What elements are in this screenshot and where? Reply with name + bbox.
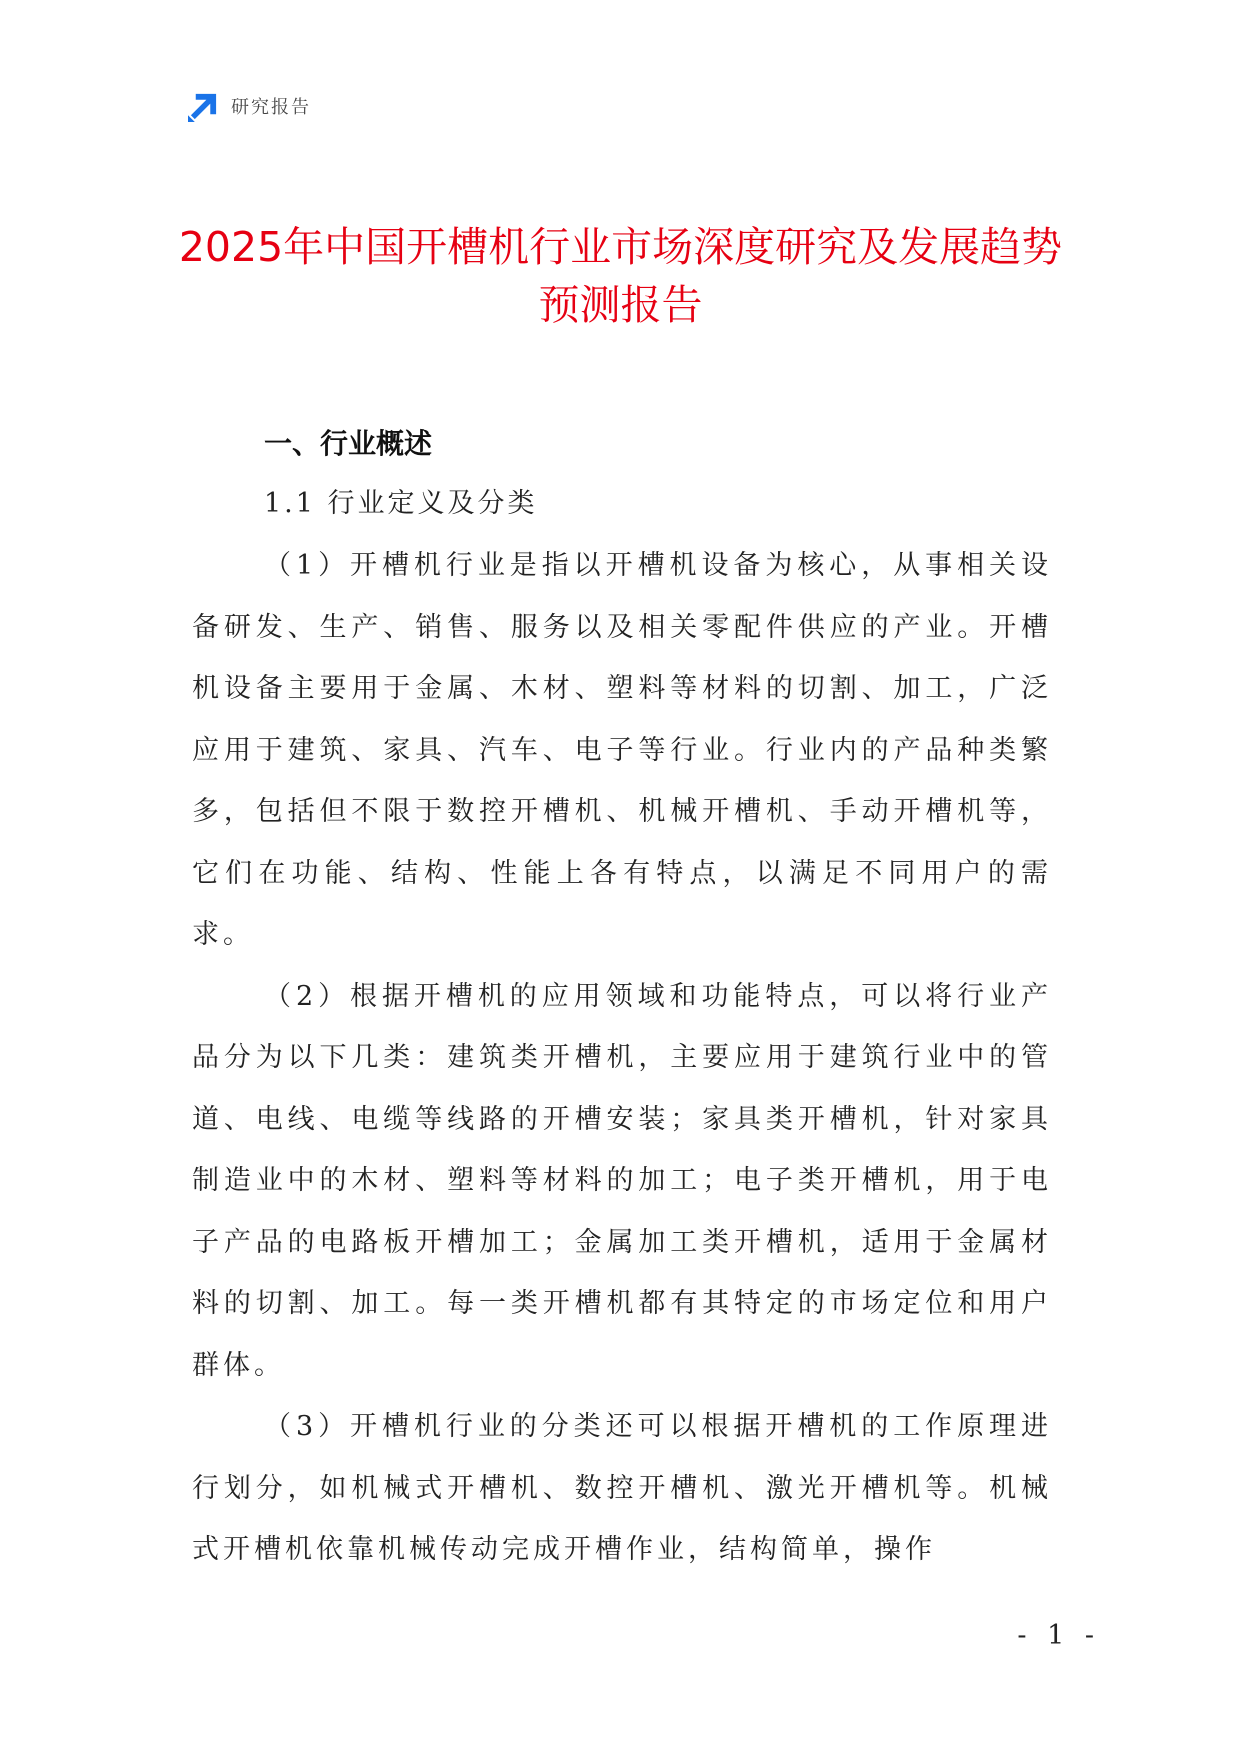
- paragraph-1: （1）开槽机行业是指以开槽机设备为核心，从事相关设备研发、生产、销售、服务以及相关零配件供应的产业。开槽机设备主要用于金属、木材、塑料等材料的切割、加工，广泛应用于建筑、家具、汽车、电子等行业。行业内的产品种类繁多，包括但不限于数控开槽机、机械开槽机、手动开槽机等，它们在功能、结构、性能上各有特点，以满足不同用户的需求。: [192, 550, 1052, 950]
- arrow-up-right-icon: [188, 91, 219, 122]
- report-header: [188, 90, 311, 122]
- page-number: - 1 -: [1017, 1620, 1100, 1651]
- paragraph-2: （2）根据开槽机的应用领域和功能特点，可以将行业产品分为以下几类：建筑类开槽机，主要应用于建筑行业中的管道、电线、电缆等线路的开槽安装；家具类开槽机，针对家具制造业中的木材、塑料等材料的加工；电子类开槽机，用于电子产品的电路板开槽加工；金属加工类开槽机，适用于金属材料的切割、加工。每一类开槽机都有其特定的市场定位和用户群体。: [192, 980, 1052, 1381]
- section-heading: 一、行业概述: [264, 427, 433, 460]
- document-title: 2025年中国开槽机行业市场深度研究及发展趋势预测报告: [178, 223, 1063, 329]
- header-brand-text: 研究报告: [231, 97, 311, 118]
- subsection-heading: 1.1 行业定义及分类: [264, 488, 538, 519]
- document-body: [192, 415, 1052, 1581]
- paragraph-3: （3）开槽机行业的分类还可以根据开槽机的工作原理进行划分，如机械式开槽机、数控开槽机、激光开槽机等。机械式开槽机依靠机械传动完成开槽作业，结构简单，操作: [192, 1411, 1052, 1565]
